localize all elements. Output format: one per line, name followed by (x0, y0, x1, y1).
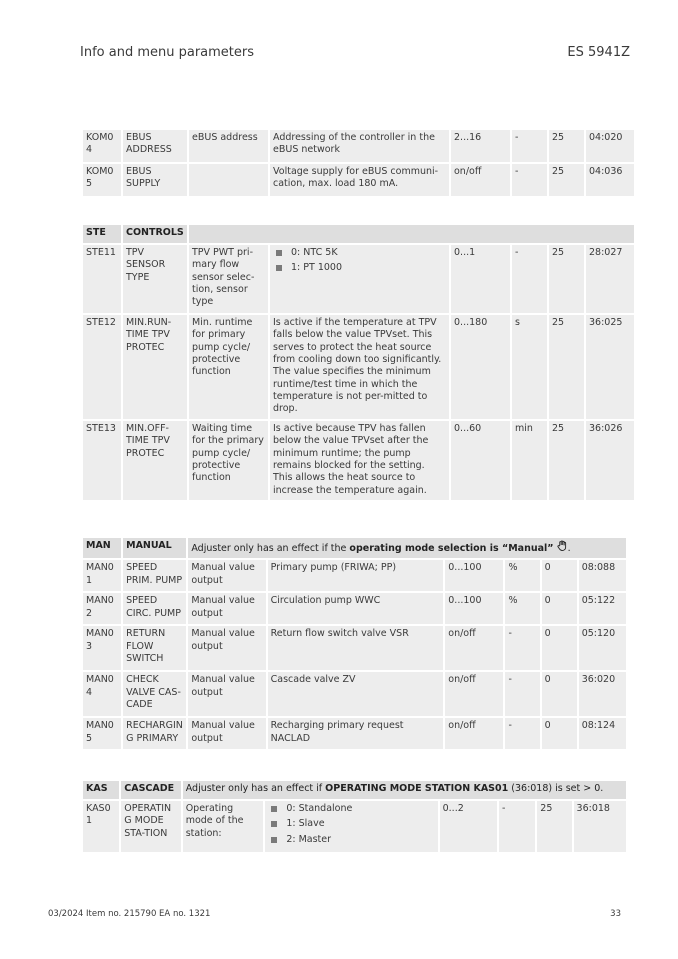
param-address: 36:020 (579, 672, 626, 716)
param-address: 04:020 (586, 130, 634, 162)
param-address: 05:122 (579, 593, 626, 624)
param-address: 04:036 (586, 164, 634, 196)
param-code: MAN02 (83, 593, 121, 624)
section-code: MAN (83, 538, 121, 558)
section-note: Adjuster only has an effect if the operating mode selection is “Manual” . (188, 538, 626, 558)
section-name: CONTROLS (123, 225, 187, 243)
footer-item-info: 03/2024 Item no. 215790 EA no. 1321 (48, 909, 211, 919)
ste-parameter-table (81, 223, 636, 502)
param-default: 0 (542, 626, 577, 670)
param-address: 36:026 (586, 421, 634, 500)
param-detail: Is active because TPV has fallen below the value TPVset after the minimum runtime; the pump remains blocked for the setting. This allows the heat source to increase the temperature again. (270, 421, 449, 500)
param-default: 25 (549, 421, 584, 500)
param-range: 0...2 (440, 801, 497, 852)
param-unit: - (512, 245, 547, 313)
param-desc (189, 164, 268, 196)
param-address: 36:018 (574, 801, 626, 852)
param-desc: Manual value output (188, 593, 265, 624)
param-name: CHECK VALVE CAS-CADE (123, 672, 186, 716)
param-code: MAN03 (83, 626, 121, 670)
param-address: 36:025 (586, 315, 634, 419)
param-range: on/off (445, 718, 503, 749)
table-row (83, 130, 634, 162)
section-name: CASCADE (121, 781, 180, 799)
table-row (83, 593, 626, 624)
section-header (83, 781, 626, 799)
section-name: MANUAL (123, 538, 186, 558)
param-desc: eBUS address (189, 130, 268, 162)
param-code: MAN05 (83, 718, 121, 749)
param-default: 0 (542, 560, 577, 591)
option-item: 0: NTC 5K (273, 247, 446, 259)
param-range: on/off (451, 164, 510, 196)
param-unit: - (512, 130, 547, 162)
param-range: 0...60 (451, 421, 510, 500)
man-parameter-table (81, 536, 628, 751)
option-item: 1: PT 1000 (273, 262, 446, 274)
page-header-title: Info and menu parameters (80, 45, 255, 60)
option-item: 2: Master (268, 834, 434, 846)
param-name: RECHARGIN G PRIMARY (123, 718, 186, 749)
hand-icon (557, 540, 568, 555)
param-name: SPEED PRIM. PUMP (123, 560, 186, 591)
param-code: MAN01 (83, 560, 121, 591)
param-code: STE13 (83, 421, 121, 500)
param-desc: Min. runtime for primary pump cycle/ protective function (189, 315, 268, 419)
table-row (83, 626, 626, 670)
param-default: 0 (542, 593, 577, 624)
param-address: 28:027 (586, 245, 634, 313)
param-range: 0...180 (451, 315, 510, 419)
param-name: EBUS ADDRESS (123, 130, 187, 162)
param-unit: % (505, 560, 539, 591)
param-detail: Voltage supply for eBUS communi-cation, max. load 180 mA. (270, 164, 449, 196)
param-default: 25 (549, 130, 584, 162)
param-default: 25 (549, 315, 584, 419)
param-unit: - (499, 801, 535, 852)
param-unit: - (505, 718, 539, 749)
param-code: KAS01 (83, 801, 119, 852)
section-note (189, 225, 634, 243)
param-name: EBUS SUPPLY (123, 164, 187, 196)
param-unit: - (505, 672, 539, 716)
table-row (83, 672, 626, 716)
param-address: 08:124 (579, 718, 626, 749)
param-desc: Manual value output (188, 672, 265, 716)
param-detail: Cascade valve ZV (268, 672, 444, 716)
param-address: 08:088 (579, 560, 626, 591)
param-code: KOM05 (83, 164, 121, 196)
param-unit: - (512, 164, 547, 196)
table-row (83, 164, 634, 196)
param-unit: s (512, 315, 547, 419)
param-default: 0 (542, 672, 577, 716)
param-unit: % (505, 593, 539, 624)
section-header (83, 538, 626, 558)
param-name: SPEED CIRC. PUMP (123, 593, 186, 624)
table-row (83, 718, 626, 749)
param-default: 25 (549, 245, 584, 313)
param-code: STE11 (83, 245, 121, 313)
document-id: ES 5941Z (567, 45, 630, 60)
table-row (83, 315, 634, 419)
param-range: 2...16 (451, 130, 510, 162)
page-number: 33 (610, 909, 621, 919)
param-desc: Operating mode of the station: (183, 801, 264, 852)
kas-parameter-table (81, 779, 628, 854)
table-row (83, 560, 626, 591)
param-default: 25 (549, 164, 584, 196)
param-detail: Recharging primary request NACLAD (268, 718, 444, 749)
param-range: 0...100 (445, 560, 503, 591)
param-desc: Manual value output (188, 560, 265, 591)
table-row (83, 421, 634, 500)
option-item: 0: Standalone (268, 803, 434, 815)
param-detail: Return flow switch valve VSR (268, 626, 444, 670)
param-code: STE12 (83, 315, 121, 419)
param-detail: Circulation pump WWC (268, 593, 444, 624)
param-desc: Waiting time for the primary pump cycle/ protective function (189, 421, 268, 500)
param-unit: min (512, 421, 547, 500)
table-row (83, 801, 626, 852)
kom-parameter-table (81, 128, 636, 198)
param-name: MIN.OFF-TIME TPV PROTEC (123, 421, 187, 500)
param-name: MIN.RUN-TIME TPV PROTEC (123, 315, 187, 419)
param-code: KOM04 (83, 130, 121, 162)
param-name: RETURN FLOW SWITCH (123, 626, 186, 670)
param-detail: Primary pump (FRIWA; PP) (268, 560, 444, 591)
param-detail: Is active if the temperature at TPV falls below the value TPVset. This serves to protect the heat source from cooling down too significantly. The value specifies the minimum runtime/test time in which the temperature is not per-mitted to drop. (270, 315, 449, 419)
param-address: 05:120 (579, 626, 626, 670)
section-header (83, 225, 634, 243)
param-desc: Manual value output (188, 626, 265, 670)
section-note: Adjuster only has an effect if OPERATING MODE STATION KAS01 (36:018) is set > 0. (183, 781, 626, 799)
param-code: MAN04 (83, 672, 121, 716)
param-unit: - (505, 626, 539, 670)
param-range: 0...100 (445, 593, 503, 624)
param-range: on/off (445, 672, 503, 716)
param-name: OPERATING MODE STA-TION (121, 801, 180, 852)
param-desc: TPV PWT pri-mary flow sensor selec-tion, sensor type (189, 245, 268, 313)
param-range: 0...1 (451, 245, 510, 313)
param-options (265, 801, 437, 852)
table-row (83, 245, 634, 313)
option-item: 1: Slave (268, 818, 434, 830)
param-detail: Addressing of the controller in the eBUS network (270, 130, 449, 162)
param-name: TPV SENSOR TYPE (123, 245, 187, 313)
param-desc: Manual value output (188, 718, 265, 749)
section-code: KAS (83, 781, 119, 799)
param-options (270, 245, 449, 313)
param-default: 25 (537, 801, 571, 852)
section-code: STE (83, 225, 121, 243)
param-range: on/off (445, 626, 503, 670)
param-default: 0 (542, 718, 577, 749)
